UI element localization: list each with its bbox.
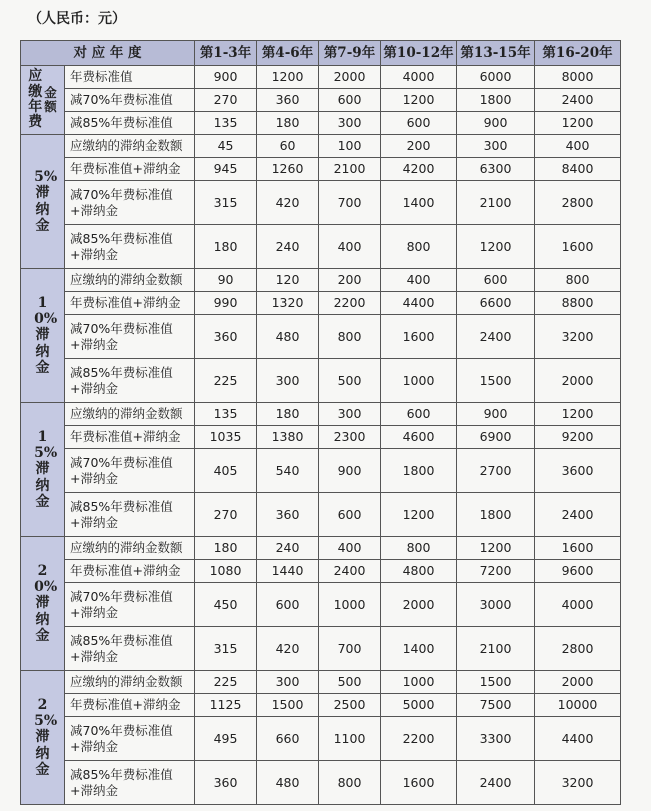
fee-value-cell: 800	[535, 269, 621, 292]
fee-value-cell: 420	[257, 181, 319, 225]
row-item-label: 应缴纳的滞纳金数额	[65, 269, 195, 292]
group-label-text: 应缴年费	[28, 68, 43, 131]
fee-value-cell: 400	[319, 225, 381, 269]
fee-value-cell: 7200	[457, 560, 535, 583]
fee-value-cell: 360	[257, 89, 319, 112]
group-label	[21, 403, 65, 537]
fee-value-cell: 135	[195, 403, 257, 426]
fee-value-cell: 240	[257, 225, 319, 269]
row-item-label: 年费标准值+滞纳金	[65, 426, 195, 449]
fee-value-cell: 360	[257, 493, 319, 537]
fee-value-cell: 495	[195, 717, 257, 761]
fee-value-cell: 400	[535, 135, 621, 158]
fee-value-cell: 1440	[257, 560, 319, 583]
row-item-label: 减85%年费标准值+滞纳金	[65, 627, 195, 671]
fee-value-cell: 2700	[457, 449, 535, 493]
fee-value-cell: 400	[319, 537, 381, 560]
fee-value-cell: 1600	[381, 315, 457, 359]
row-item-label: 减85%年费标准值+滞纳金	[65, 493, 195, 537]
fee-value-cell: 1100	[319, 717, 381, 761]
fee-value-cell: 1000	[319, 583, 381, 627]
group-label-text: 25%滞纳金	[34, 697, 58, 778]
header-corner: 对 应 年 度	[21, 41, 195, 66]
table-row	[21, 225, 621, 269]
table-row	[21, 359, 621, 403]
row-item-label: 减70%年费标准值+滞纳金	[65, 449, 195, 493]
table-row	[21, 315, 621, 359]
fee-value-cell: 6000	[457, 66, 535, 89]
fee-value-cell: 1320	[257, 292, 319, 315]
column-header: 第7-9年	[319, 41, 381, 66]
fee-value-cell: 6600	[457, 292, 535, 315]
table-row	[21, 292, 621, 315]
row-item-label: 减70%年费标准值+滞纳金	[65, 315, 195, 359]
fee-value-cell: 600	[457, 269, 535, 292]
row-item-label: 年费标准值+滞纳金	[65, 158, 195, 181]
fee-value-cell: 2000	[535, 359, 621, 403]
fee-value-cell: 800	[319, 761, 381, 805]
table-row	[21, 627, 621, 671]
fee-value-cell: 3200	[535, 761, 621, 805]
group-label-text: 20%滞纳金	[34, 563, 58, 644]
fee-value-cell: 600	[381, 403, 457, 426]
table-row	[21, 671, 621, 694]
fee-value-cell: 900	[319, 449, 381, 493]
column-header: 第10-12年	[381, 41, 457, 66]
fee-value-cell: 1200	[381, 89, 457, 112]
fee-value-cell: 6300	[457, 158, 535, 181]
fee-value-cell: 135	[195, 112, 257, 135]
fee-value-cell: 2200	[381, 717, 457, 761]
fee-value-cell: 2000	[319, 66, 381, 89]
fee-value-cell: 7500	[457, 694, 535, 717]
fee-value-cell: 3600	[535, 449, 621, 493]
fee-value-cell: 180	[257, 403, 319, 426]
fee-value-cell: 2800	[535, 627, 621, 671]
fee-value-cell: 1380	[257, 426, 319, 449]
table-row	[21, 426, 621, 449]
fee-value-cell: 1400	[381, 627, 457, 671]
fee-value-cell: 420	[257, 627, 319, 671]
fee-value-cell: 800	[319, 315, 381, 359]
fee-value-cell: 480	[257, 761, 319, 805]
table-row	[21, 403, 621, 426]
row-item-label: 年费标准值+滞纳金	[65, 292, 195, 315]
table-row	[21, 560, 621, 583]
row-item-label: 减85%年费标准值	[65, 112, 195, 135]
fee-value-cell: 800	[381, 225, 457, 269]
fee-value-cell: 1800	[457, 493, 535, 537]
row-item-label: 应缴纳的滞纳金数额	[65, 671, 195, 694]
fee-value-cell: 2200	[319, 292, 381, 315]
fee-value-cell: 2100	[457, 181, 535, 225]
group-label	[21, 66, 65, 135]
fee-value-cell: 1400	[381, 181, 457, 225]
fee-value-cell: 900	[457, 112, 535, 135]
fee-value-cell: 4800	[381, 560, 457, 583]
fee-value-cell: 8800	[535, 292, 621, 315]
table-row	[21, 181, 621, 225]
fee-value-cell: 2100	[457, 627, 535, 671]
fee-value-cell: 45	[195, 135, 257, 158]
fee-value-cell: 1500	[257, 694, 319, 717]
row-item-label: 减85%年费标准值+滞纳金	[65, 761, 195, 805]
group-label	[21, 537, 65, 671]
column-header: 第4-6年	[257, 41, 319, 66]
row-item-label: 减70%年费标准值+滞纳金	[65, 717, 195, 761]
fee-value-cell: 315	[195, 181, 257, 225]
row-item-label: 减70%年费标准值	[65, 89, 195, 112]
fee-value-cell: 2800	[535, 181, 621, 225]
table-row	[21, 493, 621, 537]
fee-value-cell: 300	[257, 359, 319, 403]
fee-value-cell: 1200	[381, 493, 457, 537]
fee-value-cell: 480	[257, 315, 319, 359]
fee-value-cell: 225	[195, 359, 257, 403]
fee-value-cell: 1500	[457, 671, 535, 694]
table-row	[21, 694, 621, 717]
fee-value-cell: 990	[195, 292, 257, 315]
group-label-text: 10%滞纳金	[34, 295, 58, 376]
fee-value-cell: 1600	[535, 225, 621, 269]
fee-value-cell: 450	[195, 583, 257, 627]
fee-value-cell: 1000	[381, 359, 457, 403]
fee-value-cell: 200	[381, 135, 457, 158]
fee-value-cell: 3300	[457, 717, 535, 761]
group-label	[21, 671, 65, 805]
fee-value-cell: 600	[381, 112, 457, 135]
fee-value-cell: 660	[257, 717, 319, 761]
row-item-label: 年费标准值+滞纳金	[65, 560, 195, 583]
table-row	[21, 112, 621, 135]
fee-value-cell: 6900	[457, 426, 535, 449]
fee-value-cell: 2000	[381, 583, 457, 627]
row-item-label: 年费标准值	[65, 66, 195, 89]
fee-value-cell: 1200	[257, 66, 319, 89]
table-row	[21, 135, 621, 158]
fee-value-cell: 200	[319, 269, 381, 292]
fee-value-cell: 500	[319, 359, 381, 403]
fee-value-cell: 2500	[319, 694, 381, 717]
row-item-label: 减70%年费标准值+滞纳金	[65, 583, 195, 627]
fee-value-cell: 4000	[381, 66, 457, 89]
fee-value-cell: 5000	[381, 694, 457, 717]
fee-value-cell: 4600	[381, 426, 457, 449]
row-item-label: 应缴纳的滞纳金数额	[65, 537, 195, 560]
fee-value-cell: 1200	[457, 225, 535, 269]
fee-value-cell: 700	[319, 181, 381, 225]
fee-value-cell: 8000	[535, 66, 621, 89]
group-label	[21, 135, 65, 269]
fee-value-cell: 2400	[457, 761, 535, 805]
annuity-fee-table	[20, 40, 621, 805]
fee-value-cell: 600	[319, 89, 381, 112]
fee-value-cell: 4200	[381, 158, 457, 181]
fee-value-cell: 180	[195, 537, 257, 560]
fee-value-cell: 2400	[319, 560, 381, 583]
fee-value-cell: 225	[195, 671, 257, 694]
fee-value-cell: 1035	[195, 426, 257, 449]
fee-value-cell: 2300	[319, 426, 381, 449]
row-item-label: 减70%年费标准值+滞纳金	[65, 181, 195, 225]
table-row	[21, 66, 621, 89]
group-label-text: 15%滞纳金	[34, 429, 58, 510]
group-label-text: 5%滞纳金	[34, 169, 58, 234]
fee-value-cell: 300	[257, 671, 319, 694]
fee-value-cell: 4000	[535, 583, 621, 627]
fee-value-cell: 315	[195, 627, 257, 671]
row-item-label: 应缴纳的滞纳金数额	[65, 403, 195, 426]
fee-value-cell: 1200	[457, 537, 535, 560]
fee-value-cell: 945	[195, 158, 257, 181]
row-item-label: 应缴纳的滞纳金数额	[65, 135, 195, 158]
fee-value-cell: 8400	[535, 158, 621, 181]
fee-value-cell: 1500	[457, 359, 535, 403]
fee-value-cell: 1800	[457, 89, 535, 112]
fee-value-cell: 1080	[195, 560, 257, 583]
fee-value-cell: 4400	[535, 717, 621, 761]
group-sublabel-text: 金额	[44, 85, 57, 114]
fee-value-cell: 10000	[535, 694, 621, 717]
fee-value-cell: 2400	[535, 89, 621, 112]
fee-value-cell: 60	[257, 135, 319, 158]
fee-value-cell: 1125	[195, 694, 257, 717]
table-row	[21, 269, 621, 292]
fee-value-cell: 700	[319, 627, 381, 671]
column-header: 第16-20年	[535, 41, 621, 66]
group-label	[21, 269, 65, 403]
row-item-label: 减85%年费标准值+滞纳金	[65, 359, 195, 403]
fee-value-cell: 1260	[257, 158, 319, 181]
fee-value-cell: 180	[195, 225, 257, 269]
fee-value-cell: 4400	[381, 292, 457, 315]
currency-unit-note: （人民币：元）	[28, 11, 126, 27]
fee-value-cell: 360	[195, 315, 257, 359]
fee-value-cell: 900	[457, 403, 535, 426]
row-item-label: 年费标准值+滞纳金	[65, 694, 195, 717]
fee-value-cell: 9200	[535, 426, 621, 449]
fee-value-cell: 240	[257, 537, 319, 560]
fee-value-cell: 1200	[535, 403, 621, 426]
table-row	[21, 583, 621, 627]
table-row	[21, 717, 621, 761]
fee-value-cell: 90	[195, 269, 257, 292]
fee-value-cell: 360	[195, 761, 257, 805]
fee-value-cell: 180	[257, 112, 319, 135]
fee-value-cell: 300	[457, 135, 535, 158]
fee-value-cell: 270	[195, 89, 257, 112]
fee-value-cell: 2400	[457, 315, 535, 359]
fee-value-cell: 2100	[319, 158, 381, 181]
fee-value-cell: 540	[257, 449, 319, 493]
header-row	[21, 41, 621, 66]
fee-value-cell: 900	[195, 66, 257, 89]
fee-value-cell: 3200	[535, 315, 621, 359]
column-header: 第13-15年	[457, 41, 535, 66]
fee-value-cell: 1200	[535, 112, 621, 135]
fee-value-cell: 400	[381, 269, 457, 292]
fee-value-cell: 300	[319, 112, 381, 135]
table-row	[21, 537, 621, 560]
table-row	[21, 449, 621, 493]
fee-value-cell: 120	[257, 269, 319, 292]
row-item-label: 减85%年费标准值+滞纳金	[65, 225, 195, 269]
fee-value-cell: 800	[381, 537, 457, 560]
table-row	[21, 89, 621, 112]
table-row	[21, 761, 621, 805]
fee-value-cell: 9600	[535, 560, 621, 583]
fee-value-cell: 1600	[535, 537, 621, 560]
fee-value-cell: 600	[257, 583, 319, 627]
fee-value-cell: 300	[319, 403, 381, 426]
fee-value-cell: 2000	[535, 671, 621, 694]
fee-value-cell: 500	[319, 671, 381, 694]
fee-value-cell: 100	[319, 135, 381, 158]
fee-value-cell: 1800	[381, 449, 457, 493]
fee-value-cell: 600	[319, 493, 381, 537]
fee-value-cell: 3000	[457, 583, 535, 627]
column-header: 第1-3年	[195, 41, 257, 66]
fee-value-cell: 270	[195, 493, 257, 537]
fee-value-cell: 405	[195, 449, 257, 493]
fee-value-cell: 1600	[381, 761, 457, 805]
fee-value-cell: 2400	[535, 493, 621, 537]
fee-value-cell: 1000	[381, 671, 457, 694]
table-row	[21, 158, 621, 181]
